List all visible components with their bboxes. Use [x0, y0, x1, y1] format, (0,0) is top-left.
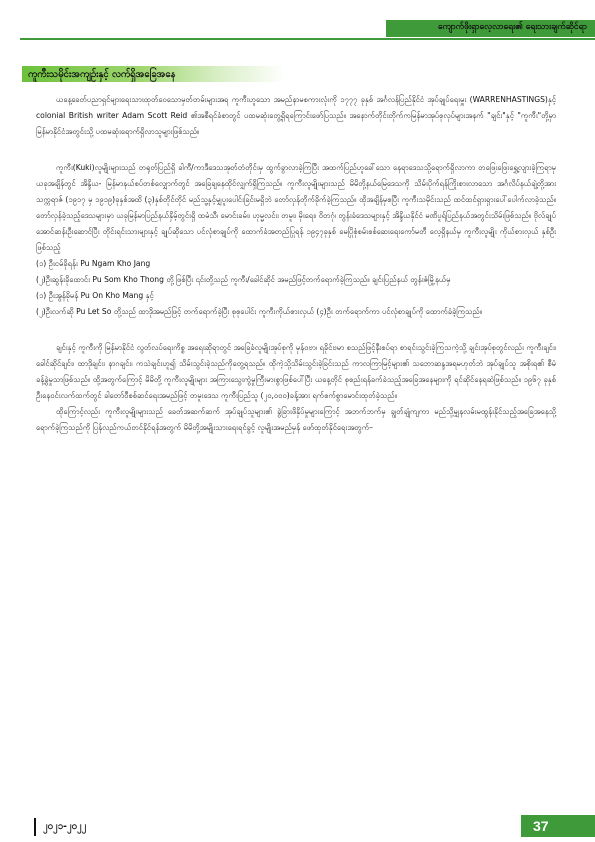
- header-band: [386, 20, 595, 37]
- page-number: 37: [533, 818, 549, 834]
- section-heading-band: [22, 66, 285, 82]
- paragraph-classification: ချင်းနှင့် ကူကီးကို မြန်မာနိုင်ငံ လွတ်လပ်ရေးကိစ္စ အရေးဆိုရာတွင် အခြေခံလူမျိုးအုပ်စုကို မှန်ဝဗာ၊ ရခိုင်ဗမာ စသည်ဖြင့်နီးစပ်ရာ စာရင်းသွင်းခဲ့ကြသကဲ့သို့ ချင်းအုပ်စုတွင်လည်း ကူကီးချင်း၊ ခေါင်ဆိုင်ချင်း၊ ထာဒိုချင်း၊ နာဂချင်း၊ ကသဲချင်းဟူ၍ သိမ်းသွင်းခဲ့သည်ကိုတွေ့ရသည်။ ထိုကဲ့သို့သိမ်းသွင်းခဲ့ခြင်းသည် ကာလကြာမြင့်များ၏ သဘောဆန္ဒအရမဟုတ်ဘဲ အုပ်ချုပ်သူ အစိုးရ၏ စီမံခန့်ခွဲမှုသာဖြစ်သည်။ ထို့အတွက်ကြောင့် မိမိတို့ ကူကီးလူမျိုးများ အကြားသွေးကွဲမှုကြီးမားစွာဖြစ်ပေါ်ပြီး ယနေ့တိုင် စုစည်းရန်ခက်ခဲသည့်အခြေအနေများကို ရင်ဆိုင်နေရဆဲဖြစ်သည်။ ၁၉၆၇ ခုနှစ် ဦးနေဝင်းလက်ထက်တွင် ခါတော်ဝီစစ်ဆင်ရေးအမည်ဖြင့် တမူးဒေသ ကူကီးပြည်သူ (၂၀,၀၀၀)ခန့်အား ရက်စက်စွာမောင်းထုတ်ခဲ့သည်။: [36, 343, 556, 400]
- paragraph-history: ကူကီး(Kuki)လူမျိုးများသည် တရုတ်ပြည်ရှိ ခါကီ/ကာဒီဒေသအုတ်တံတိုင်းမှ ထွက်ခွာလာခဲ့ကြပြီး အထက်ပြည်ဟူခေါ်သော နေရာဒေသသို့ရောက်ရှိလာကာ တဖြေးဖြေးရွှေ့လျားခဲ့ကြရာမှ ယခုအချိန်တွင် အိန္ဒိယ- မြန်မာနယ်စပ်တစ်လျှောက်တွင် အခြေချနေထိုင်လျှက်ရှိကြသည်။ ကူကီးလူမျိုးများသည် မိမိတို့နယ်မြေဒေသကို သိမ်းပိုက်ရန်ကြိုးစားလာသော အင်္ဂလိပ်နယ်ချဲ့တို့အား သက္ကရာဇ် (၁၉၁၇ မှ ၁၉၁၉)ခုနှစ်အထိ (၃)နှစ်တိုင်တိုင် မည်သူ့နှင့်မျှပူးပေါင်းခြင်းမရှိဘဲ တော်လှန်တိုက်ခိုက်ခဲ့ကြသည်။ ထိုအချိန်မှစပြီး ကူကီးသမိုင်းသည် ထင်ထင်ရှားရှားပေါ်ပေါက်လာခဲ့သည်။ တော်လှန်ခဲ့သည့်ဒေသများမှာ ယခုမြန်မာပြည်နယ်နှိမ့်တွင်းရှိ ထမံသီ၊ မောင်းခမ်း၊ ဟုမ္မလင်း၊ တမူး၊ မိုးရေး၊ ဝိတဂုံ၊ တွန်းခံဒေသများနှင့် အိန္ဒိယနိုင်ငံ မဏိပူရ်ပြည်နယ်အတွင်းသိမ်းဖြစ်သည်။ ဗိုလ်ချုပ်အောင်ဆန်းဦးဆောင်ပြီး တိုင်းရင်းသားများနှင့် ချုပ်ဆိုသော ပင်လုံစာချုပ်ကို ထောက်ခံအတည်ပြုရန် ၁၉၄၇ခုနှစ် မေပြိုစုံစမ်းစစ်ဆေးရေးကော်မတီ လေ့ရှိနယ်မှ ကူကီးလူမျိုး ကိုယ်စားလှယ် နှစ်ဦးဖြစ်သည့်: [36, 163, 556, 252]
- footer-issue: ၂၀၂၁-၂၀၂၂: [43, 821, 87, 832]
- list-item: (၁) ဦးငမ်ခိုရန်း Pu Ngam Kho Jang: [36, 259, 151, 268]
- running-header-title: ကျောက်ဖိုးရှာလေ့လာရေး၏ ရေးသားချက်ဆိုင်ရာ: [438, 22, 587, 32]
- footer-page-band: [521, 815, 595, 837]
- footer-rule: [34, 818, 36, 836]
- paragraph-conclusion: ထိုကြောင့်လည်း ကူကီးလူမျိုးများသည် ခေတ်အဆက်ဆက် အုပ်ချုပ်သူများ၏ ခွဲခြားဖိနှိပ်မှုများကြောင့် အဘက်ဘက်မှ ချွတ်ချုံကျကာ မည်သို့မျှနလမ်းမထွန်းနိုင်သည့်အခြေအနေသို့ရောက်ခဲ့ကြသည်ကို ပြန်လည်ကယ်တင်နိုင်ရန်အတွက် မိမိတို့အမျိုးသားရေးရင်ခွင့် လူမျိုးအမည်မှန် ဖော်ထုတ်နိုင်ရေးအတွက်–: [36, 407, 556, 432]
- list-item: (၁) ဦးအွန်ခိုမန် Pu On Kho Mang နှင့်: [36, 291, 154, 300]
- list-item: (၂)ဦးလက်ဆို Pu Let So တို့သည် ထာဒိုအမည်ဖြင့် တက်ရောက်ခဲ့ပြီး စုစုပေါင်း ကူကီးကိုယ်စားလှယ် (၄)ဦး တက်ရောက်ကာ ပင်လုံစာချုပ်ကို ထောက်ခံခဲ့ကြသည်။: [36, 307, 483, 316]
- header-rule: [20, 38, 595, 40]
- list-item: (၂)ဦးဆွန်းခိုထောင်း Pu Som Kho Thong တို့ဖြစ်ပြီး ၎င်းတို့သည် ကူကီး/ခေါင်ဆိုင် အမည်ဖြင့်တက်ရောက်ခဲ့ကြသည်။ ချင်းပြည်နယ် တွန်းဇံမြို့နယ်မှ: [36, 275, 451, 284]
- article-body: [36, 92, 556, 436]
- paragraph-intro: ယနေ့ခေတ်ပညာရှင်များရေးသားထုတ်ဝေသောမှတ်တမ်းများအရ ကူကီးဟူသော အမည်နာမစကားလုံးကို ၁၇၇၇ ခုနှစ် အင်္ဂလန်ပြည်နိုင်ငံ အုပ်ချုပ်ရေးမှူး (WARRENHASTINGS)နှင့် colonial British writer Adam Scott Reid ၏အစီရင်ခံစာတွင် ပထမဆုံးတွေ့ရှိရကြောင်းဖော်ပြသည်။ အနောက်တိုင်းတိုက်ကမြန်မာအုပ်စုလုပ်များအနက် "ချင်း"နှင့် "ကူကီး"တို့မှာ မြန်မာနိုင်ငံအတွင်းသို့ ပထမဆုံးရောက်ရှိလာသူများဖြစ်သည်။: [36, 95, 556, 136]
- section-title: ကူကီးသမိုင်းအကျဉ်းနှင့် လက်ရှိအခြေအနေ: [28, 68, 176, 80]
